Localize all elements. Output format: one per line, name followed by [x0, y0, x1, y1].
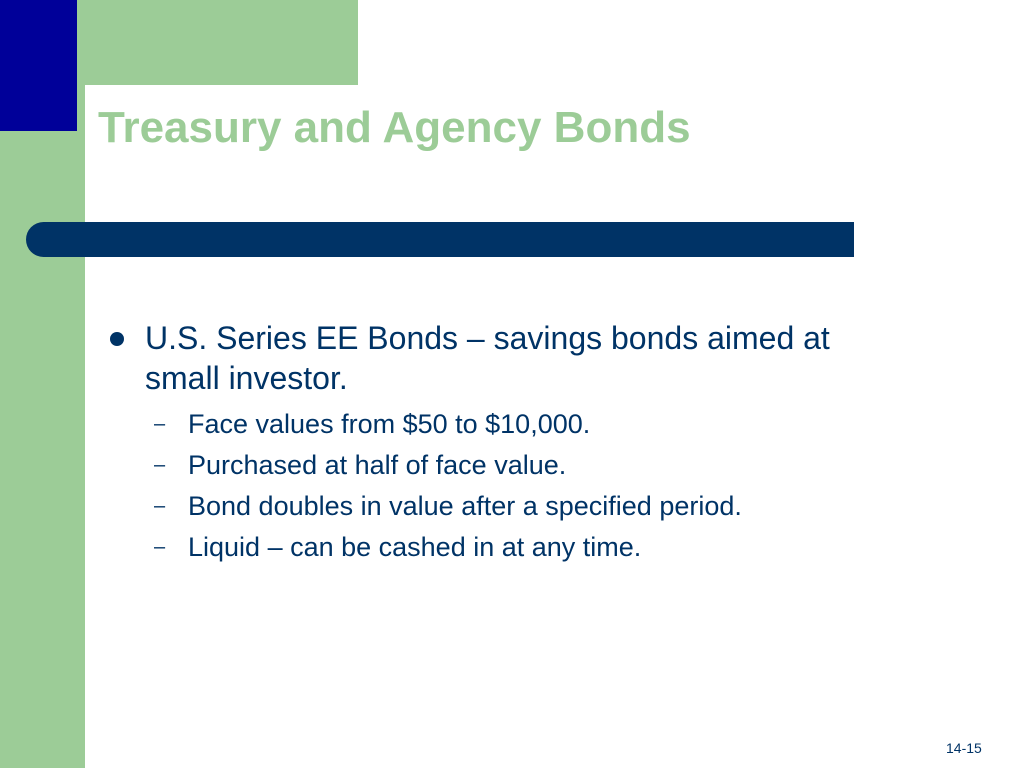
slide-content [104, 318, 904, 568]
dash-icon: – [154, 454, 166, 476]
slide-number: 14-15 [946, 740, 982, 756]
bullet-item [104, 318, 845, 398]
sub-bullet-list [104, 404, 904, 568]
sub-bullet-text: Bond doubles in value after a specified period. [188, 491, 742, 521]
title-underline-bar [26, 222, 854, 257]
sub-bullet-item [104, 486, 904, 527]
sub-bullet-text: Face values from $50 to $10,000. [188, 409, 591, 439]
slide-title: Treasury and Agency Bonds [98, 103, 691, 152]
bullet-text: U.S. Series EE Bonds – savings bonds aimed at small investor. [145, 320, 830, 396]
sub-bullet-item [104, 445, 904, 486]
sub-bullet-item [104, 527, 904, 568]
blue-corner-block [0, 0, 77, 131]
sub-bullet-text: Liquid – can be cashed in at any time. [188, 532, 642, 562]
sub-bullet-text: Purchased at half of face value. [188, 450, 567, 480]
dash-icon: – [154, 413, 166, 435]
sub-bullet-item [104, 404, 904, 445]
dash-icon: – [154, 536, 166, 558]
bullet-dot-icon [110, 332, 124, 346]
dash-icon: – [154, 495, 166, 517]
